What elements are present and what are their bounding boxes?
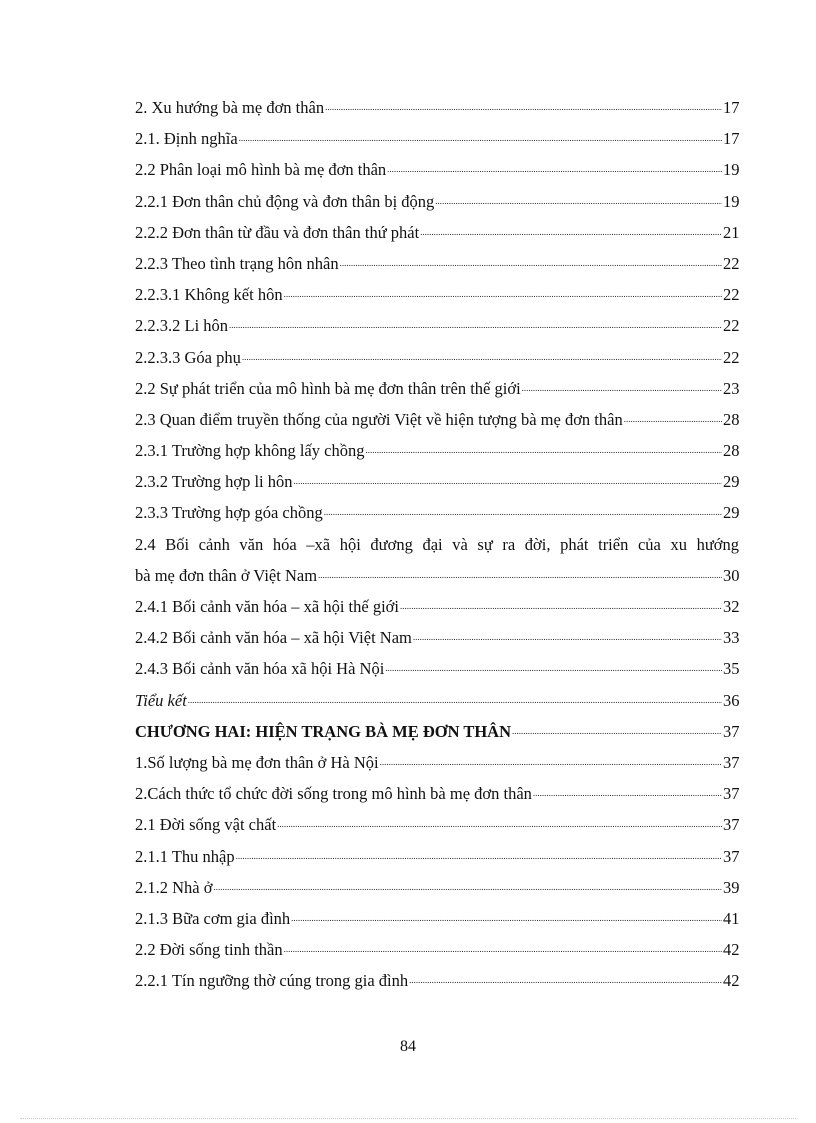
toc-entry-label: 2.1. Định nghĩa <box>135 129 238 149</box>
toc-entry <box>135 809 739 840</box>
toc-entry-row <box>135 560 739 591</box>
dot-leader <box>188 685 722 716</box>
dot-leader <box>291 903 722 934</box>
toc-entry-label: 1.Số lượng bà mẹ đơn thân ở Hà Nội <box>135 752 379 772</box>
dot-leader <box>325 92 722 123</box>
toc-entry <box>135 186 739 217</box>
toc-entry-page: 30 <box>723 565 740 585</box>
toc-entry-page: 41 <box>723 908 740 928</box>
toc-entry-page: 32 <box>723 597 740 616</box>
toc-entry-page: 19 <box>723 191 740 211</box>
toc-entry-label: 2.2 Đời sống tinh thần <box>135 940 283 960</box>
toc-entry-page: 42 <box>723 940 740 960</box>
toc-entry-page: 39 <box>723 877 740 897</box>
toc-entry-label: 2.2.2 Đơn thân từ đầu và đơn thân thứ phát <box>135 222 420 242</box>
toc-entry <box>135 653 739 684</box>
dot-leader <box>284 934 722 965</box>
toc-entry-label: 2.1.2 Nhà ở <box>135 877 213 897</box>
page-number: 84 <box>400 1038 416 1055</box>
toc-entry-label: 2.Cách thức tổ chức đời sống trong mô hình bà mẹ đơn thân <box>135 784 532 804</box>
toc-entry <box>135 248 739 279</box>
dot-leader <box>239 123 722 154</box>
toc-entry-page: 19 <box>723 160 740 180</box>
dot-leader <box>522 373 722 404</box>
toc-entry <box>135 716 739 747</box>
dot-leader <box>533 778 722 809</box>
toc-entry-page: 23 <box>723 378 740 398</box>
toc-entry-label: 2.3.2 Trường hợp li hôn <box>135 472 293 492</box>
dot-leader <box>409 965 722 996</box>
page-bottom-edge <box>20 1118 796 1119</box>
toc-entry <box>135 841 739 872</box>
toc-entry-page: 22 <box>723 316 740 336</box>
toc-entry-label: 2.2 Sự phát triển của mô hình bà mẹ đơn thân trên thế giới <box>135 378 521 398</box>
toc-entry <box>135 373 739 404</box>
dot-leader <box>400 591 722 622</box>
dot-leader <box>277 809 722 840</box>
toc-entry <box>135 872 739 903</box>
toc-entry-label: 2.2.3.2 Li hôn <box>135 316 229 336</box>
toc-entry <box>135 466 739 497</box>
toc-entry-label: 2.3 Quan điểm truyền thống của người Việt về hiện tượng bà mẹ đơn thân <box>135 409 623 429</box>
toc-entry <box>135 529 739 591</box>
toc-entry-page: 28 <box>723 409 740 429</box>
toc-entry-page: 42 <box>723 971 740 991</box>
dot-leader <box>380 747 722 778</box>
toc-entry-page: 28 <box>723 441 740 461</box>
toc-entry-label: 2.3.3 Trường hợp góa chồng <box>135 503 323 523</box>
dot-leader <box>318 560 722 591</box>
toc-entry-page: 22 <box>723 347 740 367</box>
toc-entry <box>135 123 739 154</box>
toc-entry <box>135 435 739 466</box>
toc-entry-label: 2.1 Đời sống vật chất <box>135 815 277 835</box>
toc-entry <box>135 778 739 809</box>
toc-entry <box>135 497 739 528</box>
toc-entry <box>135 92 739 123</box>
toc-entry-label: 2.2 Phân loại mô hình bà mẹ đơn thân <box>135 160 387 180</box>
toc-entry-label-line1: 2.4 Bối cảnh văn hóa –xã hội đương đại và sự ra đời, phát triển của xu hướng <box>135 534 739 554</box>
toc-entry <box>135 903 739 934</box>
toc-entry-page: 22 <box>723 253 740 273</box>
toc-entry-label: 2.2.1 Đơn thân chủ động và đơn thân bị động <box>135 191 435 211</box>
toc-entry <box>135 154 739 185</box>
toc-entry-label: 2.2.3.3 Góa phụ <box>135 347 241 367</box>
toc-entry-page: 37 <box>723 752 740 772</box>
toc-entry-label: 2. Xu hướng bà mẹ đơn thân <box>135 98 325 117</box>
dot-leader <box>340 248 722 279</box>
dot-leader <box>213 872 722 903</box>
toc-entry-label: CHƯƠNG HAI: HIỆN TRẠNG BÀ MẸ ĐƠN THÂN <box>135 721 512 741</box>
toc-entry-label: 2.2.1 Tín ngưỡng thờ cúng trong gia đình <box>135 971 409 991</box>
toc-entry <box>135 685 739 716</box>
toc-entry-page: 17 <box>723 129 740 149</box>
toc-entry <box>135 217 739 248</box>
toc-entry-page: 35 <box>723 659 740 679</box>
table-of-contents <box>135 92 739 996</box>
toc-entry-page: 29 <box>723 472 740 492</box>
toc-entry-page: 33 <box>723 628 740 648</box>
toc-entry-label: 2.1.1 Thu nhập <box>135 846 235 866</box>
dot-leader <box>284 279 722 310</box>
toc-entry-page: 37 <box>723 721 740 741</box>
dot-leader <box>624 404 722 435</box>
toc-entry <box>135 591 739 622</box>
toc-entry-page: 17 <box>723 98 740 117</box>
dot-leader <box>413 622 722 653</box>
toc-entry-page: 37 <box>723 815 740 835</box>
toc-entry-label: 2.4.3 Bối cảnh văn hóa xã hội Hà Nội <box>135 659 385 679</box>
dot-leader <box>385 653 722 684</box>
toc-entry-label: 2.4.1 Bối cảnh văn hóa – xã hội thế giới <box>135 597 399 616</box>
dot-leader <box>294 466 722 497</box>
dot-leader <box>242 342 722 373</box>
toc-entry-page: 22 <box>723 285 740 305</box>
toc-entry-label: 2.2.3.1 Không kết hôn <box>135 285 283 305</box>
toc-entry <box>135 310 739 341</box>
dot-leader <box>324 497 722 528</box>
dot-leader <box>365 435 722 466</box>
dot-leader <box>420 217 722 248</box>
toc-entry-label: 2.4.2 Bối cảnh văn hóa – xã hội Việt Nam <box>135 628 412 648</box>
toc-entry-label: 2.2.3 Theo tình trạng hôn nhân <box>135 253 339 273</box>
dot-leader <box>512 716 722 747</box>
toc-entry-label: 2.3.1 Trường hợp không lấy chồng <box>135 441 365 461</box>
dot-leader <box>435 186 722 217</box>
toc-entry-label: 2.1.3 Bữa cơm gia đình <box>135 908 291 928</box>
dot-leader <box>236 841 722 872</box>
toc-entry <box>135 622 739 653</box>
toc-entry <box>135 747 739 778</box>
toc-entry <box>135 965 739 996</box>
toc-entry-page: 36 <box>723 690 740 710</box>
toc-entry-label: Tiểu kết <box>135 690 187 710</box>
dot-leader <box>387 154 722 185</box>
toc-entry <box>135 279 739 310</box>
dot-leader <box>229 310 722 341</box>
toc-entry-page: 37 <box>723 784 740 804</box>
toc-entry-page: 21 <box>723 222 740 242</box>
toc-entry <box>135 934 739 965</box>
toc-entry <box>135 404 739 435</box>
toc-entry-page: 29 <box>723 503 740 523</box>
toc-entry-label: bà mẹ đơn thân ở Việt Nam <box>135 565 318 585</box>
toc-entry <box>135 342 739 373</box>
toc-entry-page: 37 <box>723 846 740 866</box>
